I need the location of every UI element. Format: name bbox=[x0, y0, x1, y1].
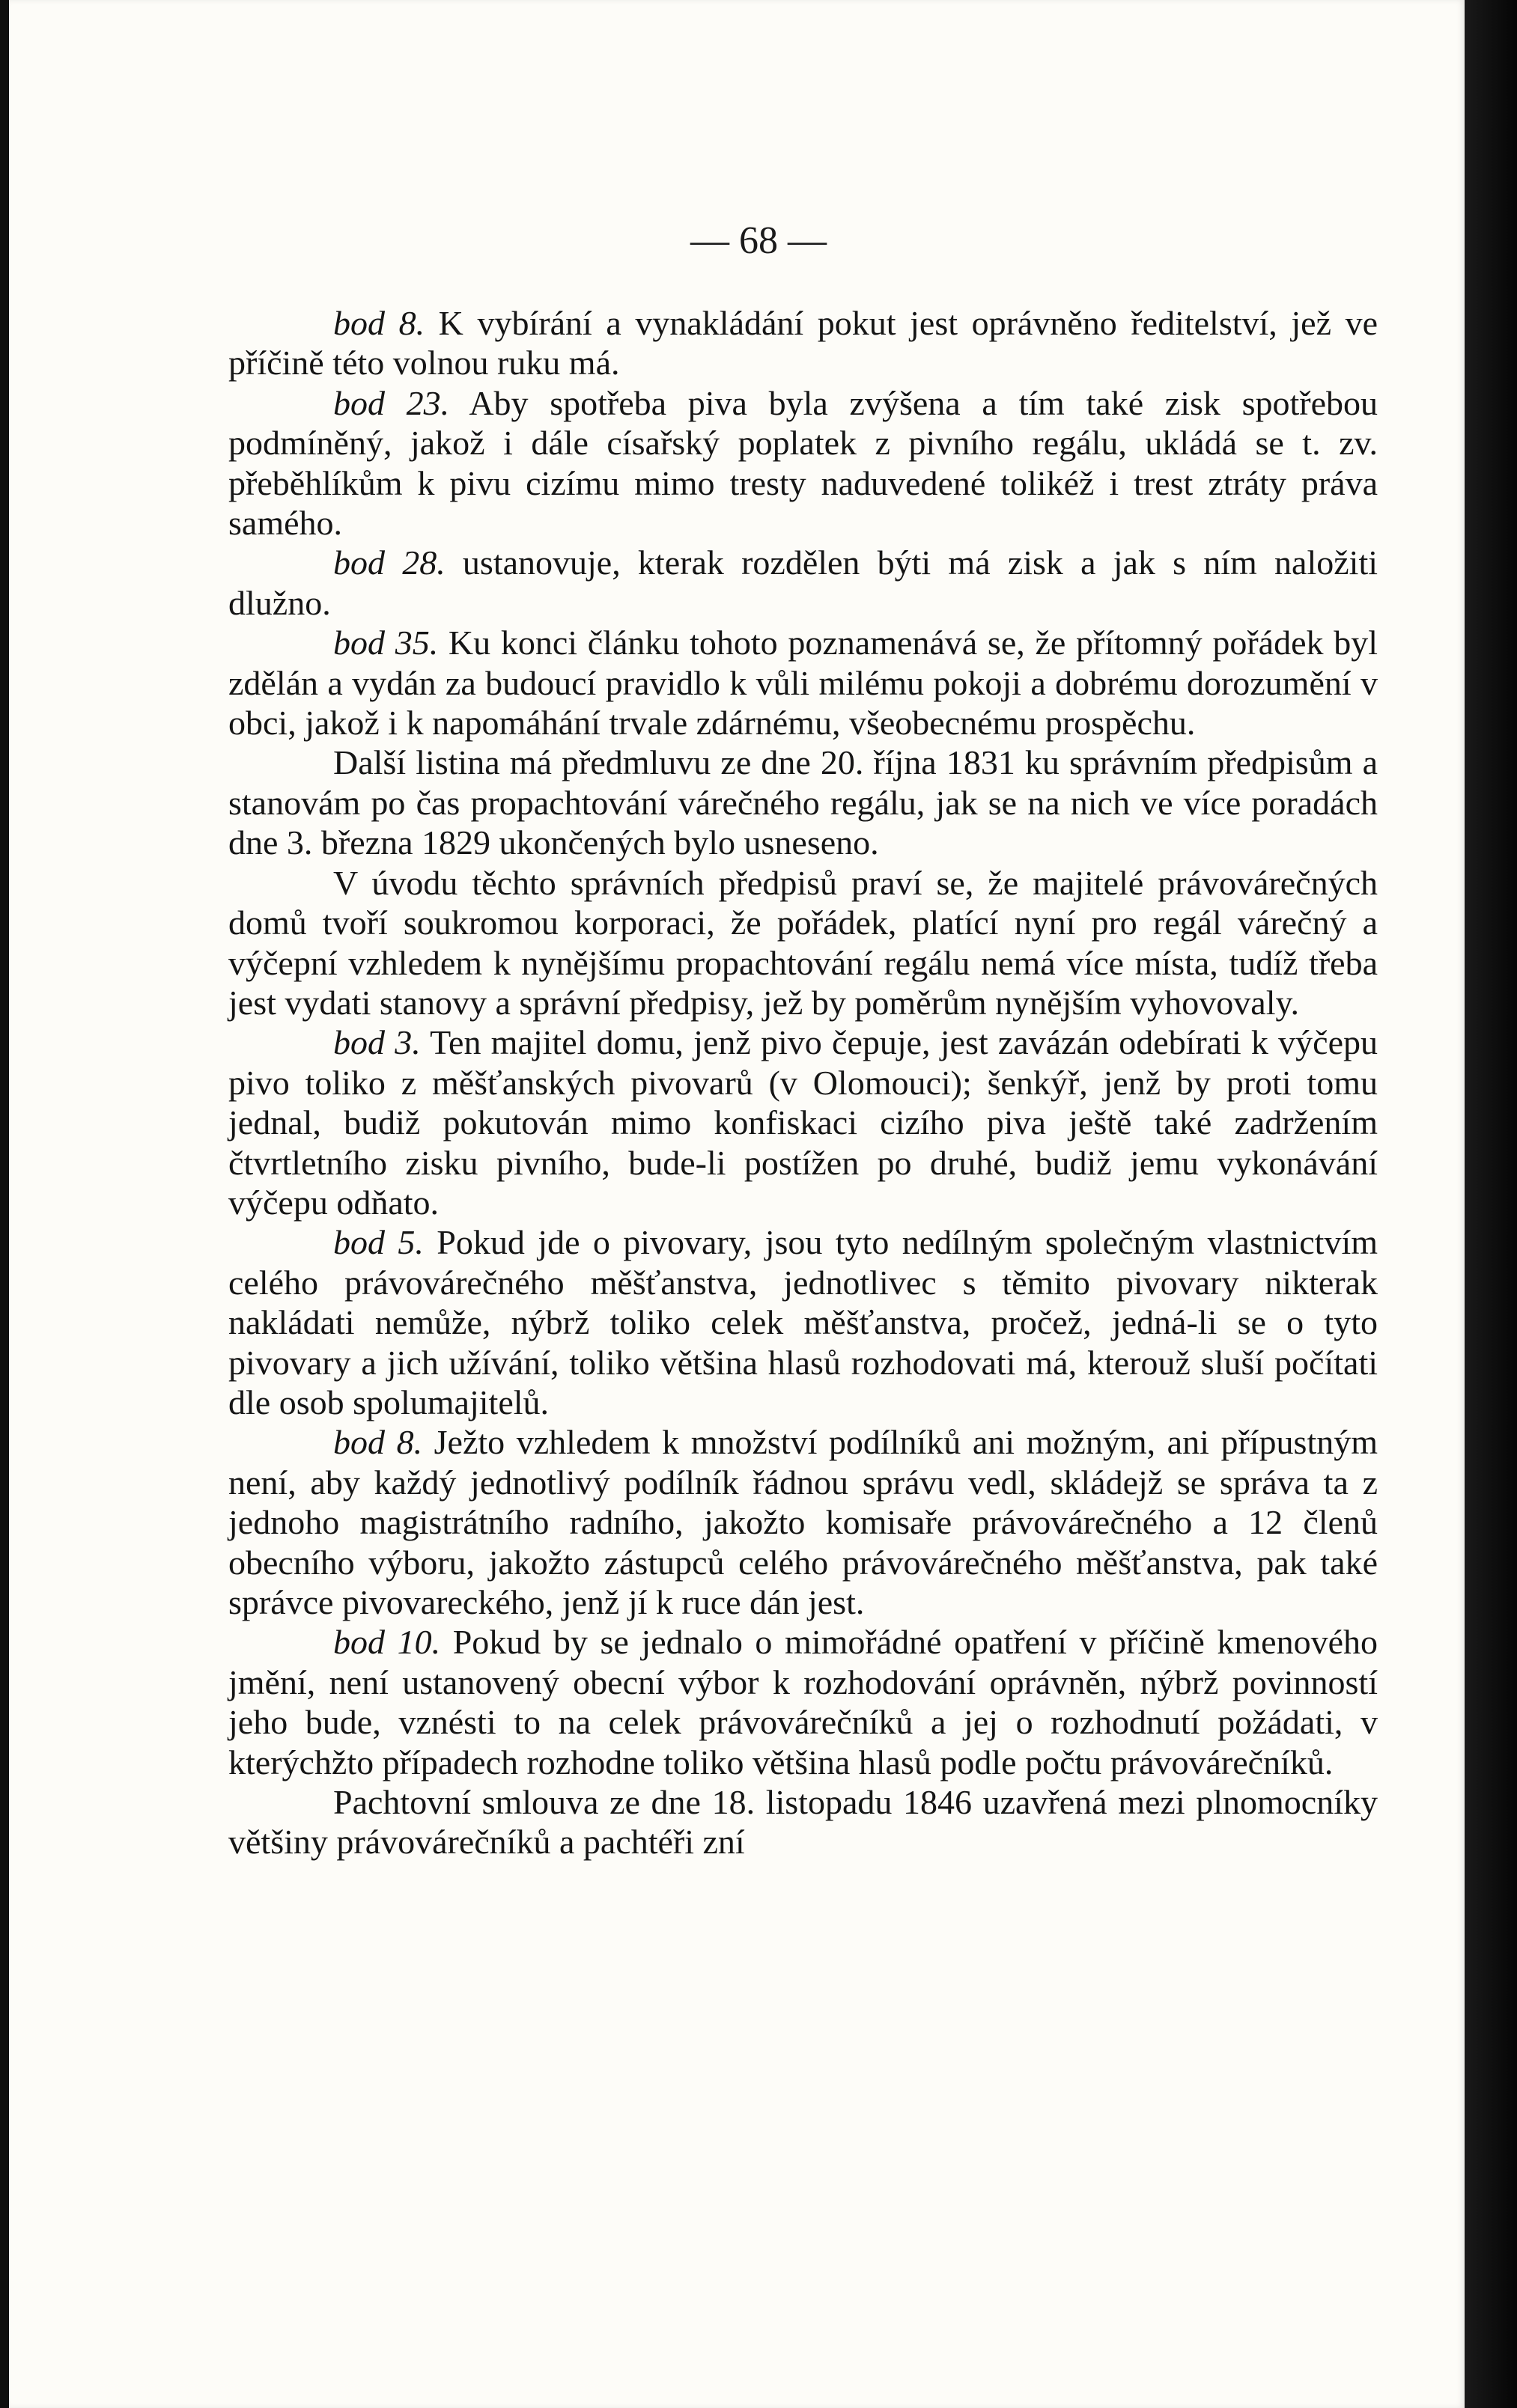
paragraph-text: ustanovuje, kterak rozdělen býti má zisk a jak s ním naložiti dlužno. bbox=[228, 543, 1378, 622]
paragraph-lead: bod 8. bbox=[333, 1423, 423, 1462]
paragraph-text: Ku konci článku tohoto poznamenává se, že přítomný pořádek byl zdělán a vydán za budoucí pravidlo k vůli milému pokoji a dobrému dorozumění v obci, jakož i k napomáhání trvale zdárnému, všeobecnému prospěchu. bbox=[228, 624, 1378, 743]
paragraph-lead: bod 23. bbox=[333, 383, 450, 422]
paragraph-dalsi-listina bbox=[228, 743, 1378, 862]
paragraph-lead: bod 3. bbox=[333, 1023, 421, 1062]
paragraph-text: Pokud jde o pivovary, jsou tyto nedílným společným vlastnictvím celého právovárečného měšťanstva, jednotlivec s těmito pivovary nikterak nakládati nemůže, nýbrž toliko celek měšťanstva, pročež, jedná-li se o tyto pivovary a jich užívání, toliko většina hlasů rozhodovati má, kterouž sluší počítati dle osob spolumajitelů. bbox=[228, 1223, 1378, 1421]
paragraph-bod-5 bbox=[228, 1222, 1378, 1422]
paragraph-text: K vybírání a vynakládání pokut jest oprávněno ředitelství, jež ve příčině této volnou ruku má. bbox=[228, 304, 1378, 382]
paragraph-text: Pokud by se jednalo o mimořádné opatření v příčině kmenového jmění, není ustanovený obecní výbor k rozhodování oprávněn, nýbrž povinností jeho bude, vznésti to na celek právovárečníků a jej o rozhodnutí požádati, v kterýchžto případech rozhodne toliko většina hlasů podle počtu právovárečníků. bbox=[228, 1623, 1378, 1781]
body-text bbox=[228, 303, 1378, 1862]
paragraph-text: Aby spotřeba piva byla zvýšena a tím také zisk spotřebou podmíněný, jakož i dále císařský poplatek z pivního regálu, ukládá se t. zv. přeběhlíkům k pivu cizímu mimo tresty naduvedené tolikéž i trest ztráty práva samého. bbox=[228, 383, 1378, 543]
paragraph-lead: bod 35. bbox=[333, 624, 439, 662]
paragraph-bod-23 bbox=[228, 383, 1378, 543]
paragraph-lead: bod 28. bbox=[333, 543, 446, 582]
paragraph-bod-8-reditelstvi bbox=[228, 303, 1378, 383]
page-number: — 68 — bbox=[690, 219, 827, 262]
paragraph-text: Ježto vzhledem k množství podílníků ani možným, ani přípustným není, aby každý jednotlivý podílník řádnou správu vedl, skládejž se správa ta z jednoho magistrátního radního, jakožto komisaře právovárečného a 12 členů obecního výboru, jakožto zástupců celého právovárečného měšťanstva, pak také správce pivovareckého, jenž jí k ruce dán jest. bbox=[228, 1423, 1378, 1621]
paragraph-text: Další listina má předmluvu ze dne 20. října 1831 ku správním předpisům a stanovám po čas propachtování várečného regálu, jak se na nich ve více poradách dne 3. března 1829 ukončených bylo usneseno. bbox=[228, 743, 1378, 862]
paragraph-text: Pachtovní smlouva ze dne 18. listopadu 1846 uzavřená mezi plnomocníky většiny právovárečníků a pachtéři zní bbox=[228, 1783, 1378, 1862]
paragraph-text: Ten majitel domu, jenž pivo čepuje, jest zavázán odebírati k výčepu pivo toliko z měšťanských pivovarů (v Olomouci); šenkýř, jenž by proti tomu jednal, budiž pokutován mimo konfiskaci cizího piva ještě také zadržením čtvrtletního zisku pivního, bude-li postížen po druhé, budiž jemu vykonávání výčepu odňato. bbox=[228, 1023, 1378, 1222]
paragraph-lead: bod 5. bbox=[333, 1223, 424, 1262]
paragraph-text: V úvodu těchto správních předpisů praví se, že majitelé právovárečných domů tvoří soukromou korporaci, že pořádek, platící nyní pro regál várečný a výčepní vzhledem k nynějšímu propachtování regálu nemá více místa, tudíž třeba jest vydati stanovy a správní předpisy, jež by poměrům nynějším vyhovovaly. bbox=[228, 863, 1378, 1022]
paragraph-lead: bod 8. bbox=[333, 304, 425, 342]
paragraph-lead: bod 10. bbox=[333, 1623, 441, 1662]
paragraph-v-uvodu bbox=[228, 863, 1378, 1023]
page-edge-shadow bbox=[1465, 0, 1517, 2408]
paragraph-bod-3 bbox=[228, 1022, 1378, 1222]
paragraph-bod-28 bbox=[228, 543, 1378, 623]
paragraph-bod-35 bbox=[228, 623, 1378, 743]
paragraph-pachtovni-smlouva bbox=[228, 1782, 1378, 1862]
paragraph-bod-10 bbox=[228, 1622, 1378, 1782]
paragraph-bod-8-sprava bbox=[228, 1422, 1378, 1622]
